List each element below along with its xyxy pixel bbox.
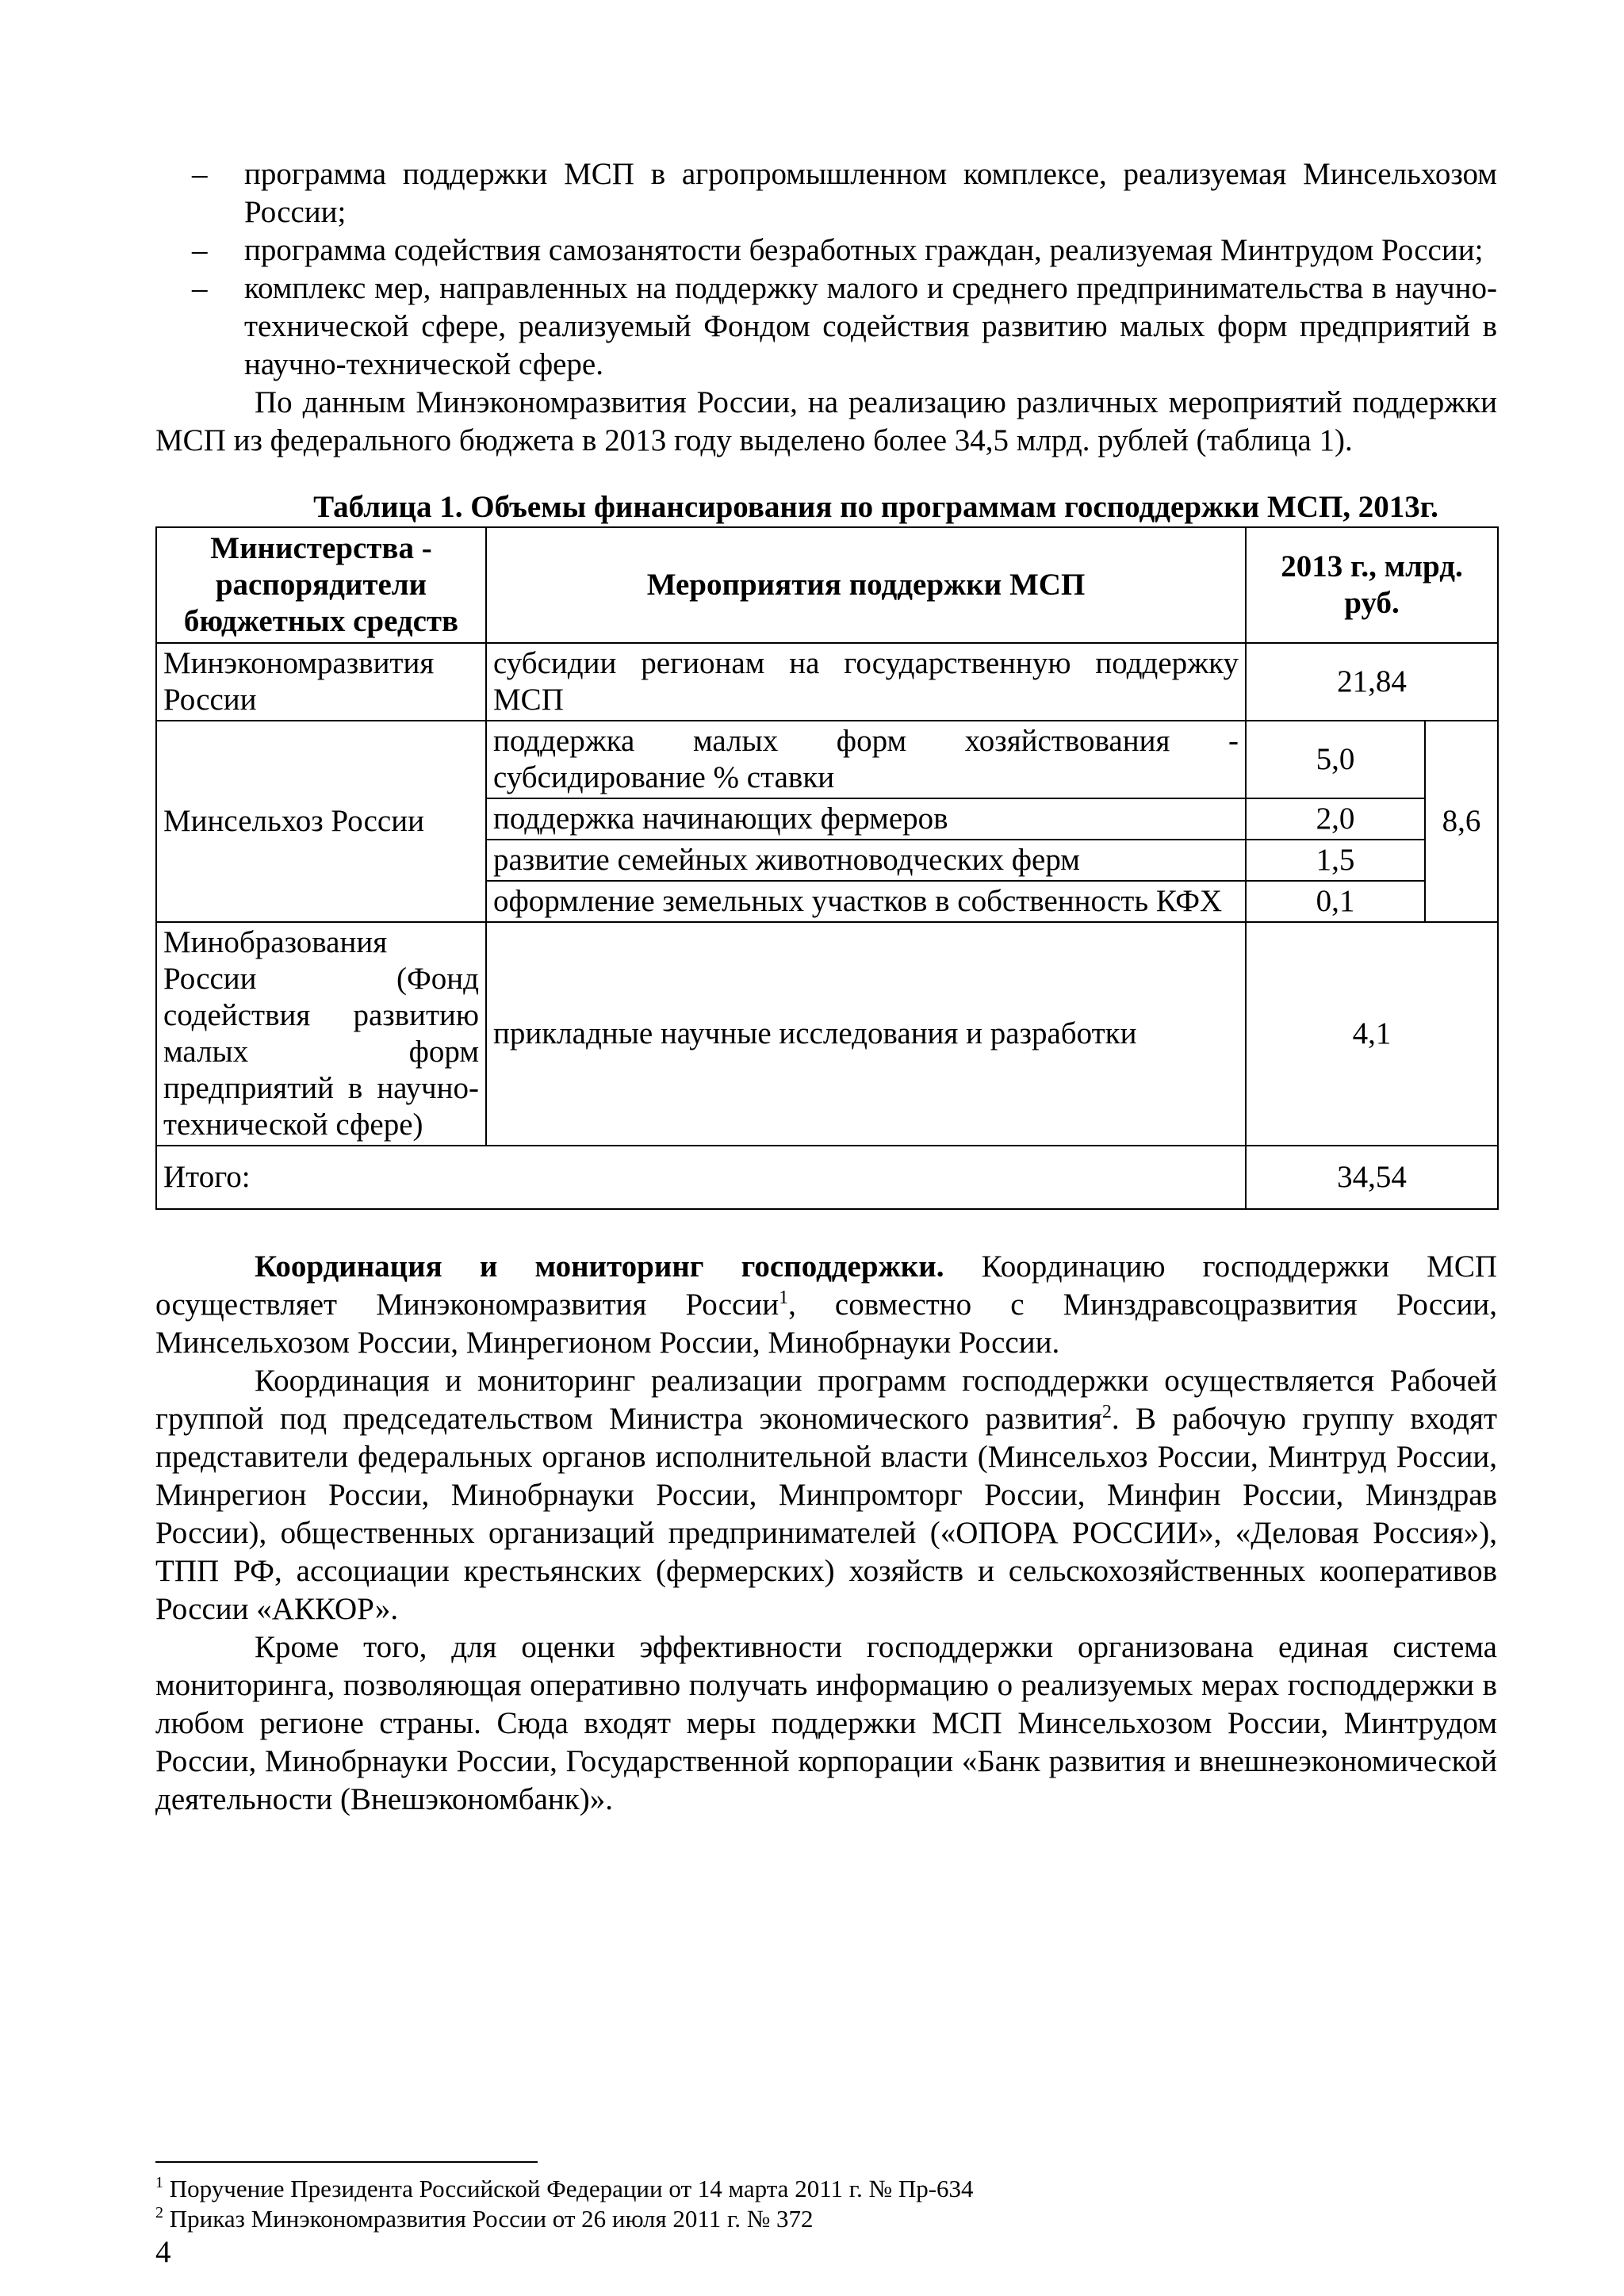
footnote: $^2$ Приказ Минэкономразвития России от 26 июля 2011 г. № 372	[155, 2204, 814, 2233]
bullet-list	[155, 155, 1497, 384]
total-label: Итого:	[156, 1146, 1246, 1209]
footnote-divider	[155, 2161, 538, 2163]
bullet-dash: –	[192, 271, 208, 305]
monitoring-paragraph: Кроме того, для оценки эффективности господдержки организована единая система мониторинга, позволяющая оперативно получать информацию о реализуемых мерах господдержки в любом регионе страны. Сюда входят меры поддержки МСП Минсельхозом России, Минтрудом России, Минобрнауки России, Государственной корпорации «Банк развития и внешнеэкономической деятельности (Внешэкономбанк)».	[155, 1630, 1497, 1816]
funding-table	[155, 526, 1499, 1210]
footnote: $^1$ Поручение Президента Российской Федерации от 14 марта 2011 г. № Пр-634	[155, 2174, 974, 2202]
header-ministry: Министерства - распорядители бюджетных средств	[156, 527, 486, 643]
total-amount: 34,54	[1246, 1146, 1498, 1209]
list-item: – комплекс мер, направленных на поддержку малого и среднего предпринимательства в научно-технической сфере, реализуемый Фондом содействия развитию малых форм предприятий в научно-технической сфере.	[192, 271, 1497, 381]
header-amount: 2013 г., млрд. руб.	[1246, 527, 1498, 643]
activity-cell: оформление земельных участков в собственность КФХ	[486, 881, 1246, 922]
table-row	[156, 922, 1498, 1146]
activity-cell: поддержка малых форм хозяйствования - субсидирование % ставки	[486, 721, 1246, 798]
amount-cell: 2,0	[1246, 798, 1425, 840]
activity-cell: развитие семейных животноводческих ферм	[486, 840, 1246, 881]
footnote-ref[interactable]: 2	[1101, 1402, 1112, 1422]
document-page	[155, 155, 1497, 1819]
working-group-paragraph: Координация и мониторинг реализации программ господдержки осуществляется Рабочей группой под председательством Министра экономического развития$^2$. В рабочую группу входят представители федеральных органов исполнительной власти (Минсельхоз России, Минтруд России, Минрегион России, Минобрнауки России, Минпромторг России, Минфин России, Минздрав России), общественных организаций предпринимателей («ОПОРА РОССИИ», «Деловая Россия»), ТПП РФ, ассоциации крестьянских (фермерских) хозяйств и сельскохозяйственных кооперативов России «АККОР».	[155, 1364, 1497, 1626]
list-item: – программа поддержки МСП в агропромышленном комплексе, реализуемая Минсельхозом России;	[192, 157, 1497, 229]
amount-cell: 0,1	[1246, 881, 1425, 922]
table-total-row	[156, 1146, 1498, 1209]
table-header-row	[156, 527, 1498, 643]
coordination-paragraph: Координация и мониторинг господдержки. Координацию господдержки МСП осуществляет Минэкономразвития России$^1$, совместно с Минздравсоцразвития России, Минсельхозом России, Минрегионом России, Минобрнауки России.	[155, 1249, 1497, 1360]
coordination-heading: Координация и мониторинг господдержки.	[255, 1249, 944, 1284]
header-activity: Мероприятия поддержки МСП	[486, 527, 1246, 643]
footnote-ref[interactable]: 1	[779, 1288, 789, 1308]
table-row	[156, 721, 1498, 798]
ministry-cell: Минэкономразвития России	[156, 643, 486, 721]
list-item: – программа содействия самозанятости безработных граждан, реализуемая Минтрудом России;	[155, 232, 1497, 270]
amount-cell: 4,1	[1246, 922, 1498, 1146]
bullet-dash: –	[192, 157, 208, 191]
intro-paragraph: По данным Минэкономразвития России, на реализацию различных мероприятий поддержки МСП из федерального бюджета в 2013 году выделено более 34,5 млрд. рублей (таблица 1).	[155, 385, 1497, 457]
amount-cell: 5,0	[1246, 721, 1425, 798]
ministry-cell: Минобразования России (Фонд содействия развитию малых форм предприятий в научно-технической сфере)	[156, 922, 486, 1146]
ministry-cell: Минсельхоз России	[156, 721, 486, 922]
activity-cell: прикладные научные исследования и разработки	[486, 922, 1246, 1146]
footnotes	[155, 2174, 1497, 2234]
table-row	[156, 643, 1498, 721]
activity-cell: субсидии регионам на государственную поддержку МСП	[486, 643, 1246, 721]
amount-cell: 1,5	[1246, 840, 1425, 881]
subtotal-cell: 8,6	[1425, 721, 1498, 922]
table-caption: Таблица 1. Объемы финансирования по программам господдержки МСП, 2013г.	[313, 490, 1438, 524]
amount-cell: 21,84	[1246, 643, 1498, 721]
page-number: 4	[155, 2235, 171, 2269]
bullet-dash: –	[192, 233, 208, 267]
activity-cell: поддержка начинающих фермеров	[486, 798, 1246, 840]
